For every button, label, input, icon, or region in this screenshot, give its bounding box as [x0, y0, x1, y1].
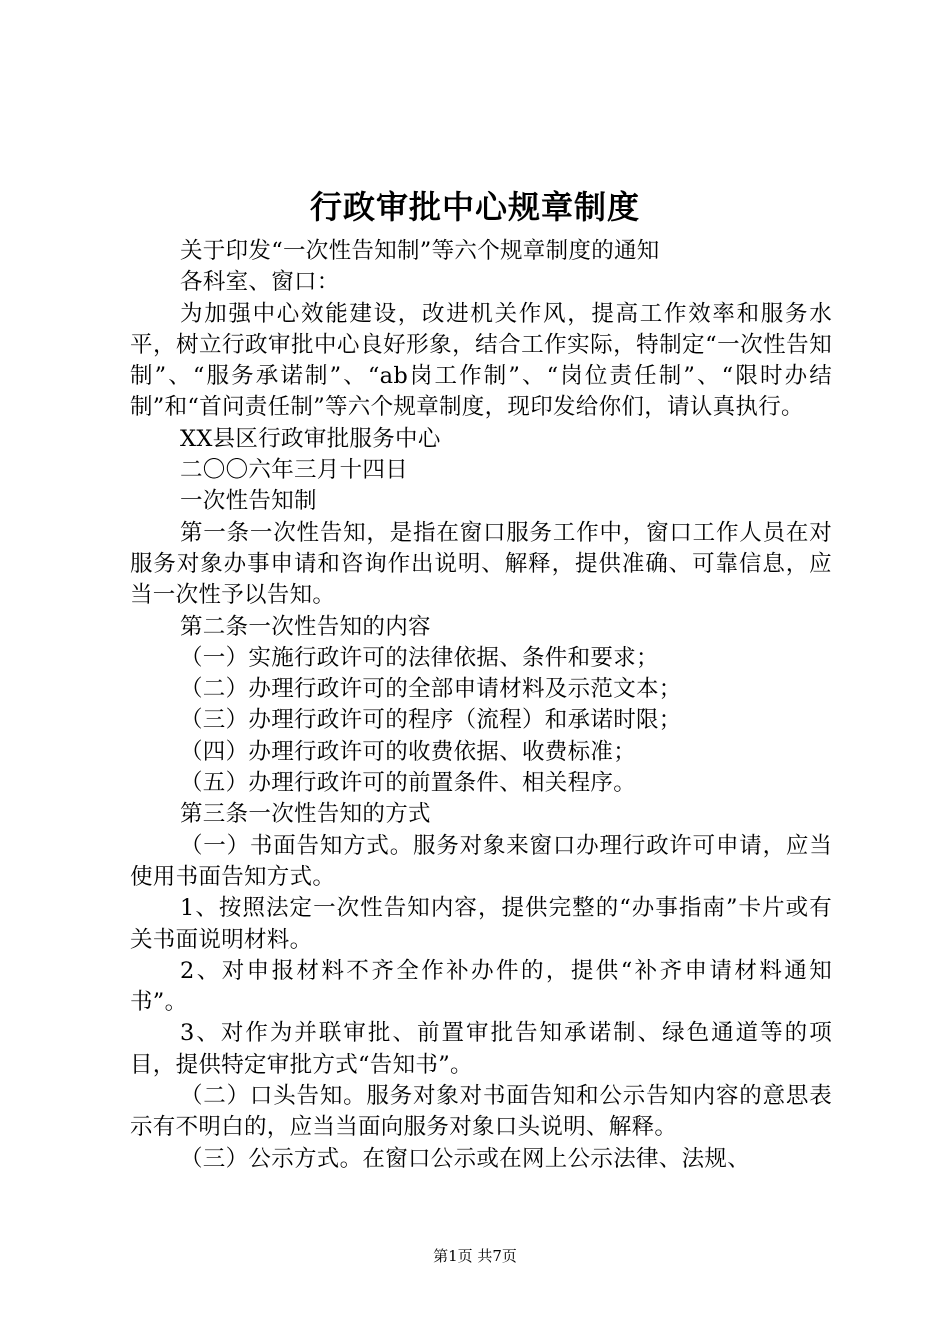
list-item: （四）办理行政许可的收费依据、收费标准；: [180, 738, 637, 765]
salutation: 各科室、窗口：: [180, 269, 340, 296]
article-heading: 第三条一次性告知的方式: [180, 801, 431, 828]
list-item: （五）办理行政许可的前置条件、相关程序。: [180, 770, 637, 797]
page-footer: 第1页 共7页: [433, 1247, 517, 1265]
list-item: （一）实施行政许可的法律依据、条件和要求；: [180, 644, 659, 671]
document-title: 行政审批中心规章制度: [309, 188, 640, 226]
method-paragraph: （一）书面告知方式。服务对象来窗口办理行政许可申请，应当使用书面告知方式。: [130, 832, 832, 890]
issue-date: 二〇〇六年三月十四日: [180, 457, 409, 484]
list-item: （二）办理行政许可的全部申请材料及示范文本；: [180, 676, 682, 703]
issuer-name: XX县区行政审批服务中心: [180, 425, 441, 452]
method-paragraph: 3、对作为并联审批、前置审批告知承诺制、绿色通道等的项目，提供特定审批方式“告知书”。: [130, 1020, 832, 1078]
method-paragraph: （二）口头告知。服务对象对书面告知和公示告知内容的意思表示有不明白的，应当当面向服务对象口头说明、解释。: [130, 1083, 832, 1141]
list-item: （三）办理行政许可的程序（流程）和承诺时限；: [180, 707, 682, 734]
document-body: [130, 236, 832, 1175]
notice-heading: 关于印发“一次性告知制”等六个规章制度的通知: [180, 238, 660, 264]
intro-paragraph: 为加强中心效能建设，改进机关作风，提高工作效率和服务水平，树立行政审批中心良好形象，结合工作实际，特制定“一次性告知制”、“服务承诺制”、“ab岗工作制”、“岗位责任制”、“限时办结制”和“首问责任制”等六个规章制度，现印发给你们，请认真执行。: [130, 300, 832, 421]
method-paragraph: （三）公示方式。在窗口公示或在网上公示法律、法规、: [180, 1145, 751, 1172]
section-heading: 一次性告知制: [180, 488, 317, 515]
article-paragraph: 第一条一次性告知，是指在窗口服务工作中，窗口工作人员在对服务对象办事申请和咨询作出说明、解释，提供准确、可靠信息，应当一次性予以告知。: [130, 519, 832, 609]
method-paragraph: 2、对申报材料不齐全作补办件的，提供“补齐申请材料通知书”。: [130, 957, 832, 1016]
article-heading: 第二条一次性告知的内容: [180, 613, 431, 640]
method-paragraph: 1、按照法定一次性告知内容，提供完整的“办事指南”卡片或有关书面说明材料。: [130, 895, 832, 953]
